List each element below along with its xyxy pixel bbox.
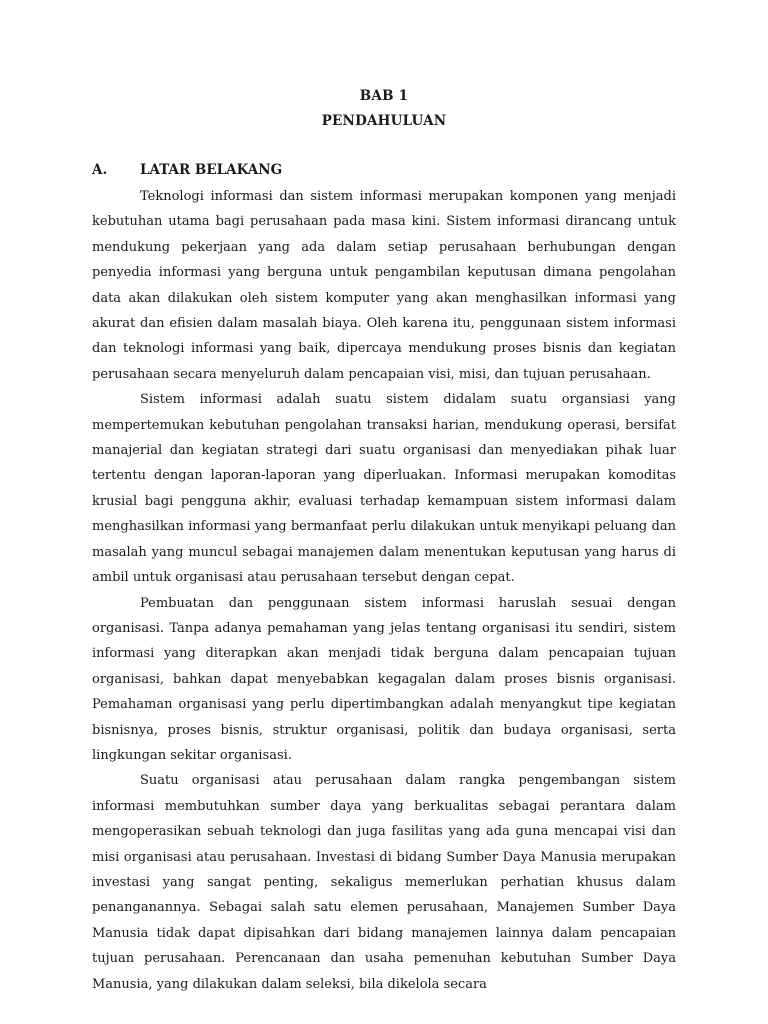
section-title: LATAR BELAKANG — [140, 162, 283, 178]
chapter-number: BAB 1 — [359, 88, 409, 104]
section-letter: A. — [92, 162, 108, 178]
document-body — [92, 184, 676, 997]
paragraph-1: Teknologi informasi dan sistem informasi merupakan komponen yang menjadi kebutuhan utama bagi perusahaan pada masa kini. Sistem informasi dirancang untuk mendukung pekerjaan yang ada dalam setiap perusahaan berhubungan dengan penyedia informasi yang berguna untuk pengambilan keputusan dimana pengolahan data akan dilakukan oleh sistem komputer yang akan menghasilkan informasi yang akurat dan efisien dalam masalah biaya. Oleh karena itu, penggunaan sistem informasi dan teknologi informasi yang baik, dipercaya mendukung proses bisnis dan kegiatan perusahaan secara menyeluruh dalam pencapaian visi, misi, dan tujuan perusahaan. — [92, 189, 676, 382]
section-heading — [92, 162, 676, 178]
paragraph-2: Sistem informasi adalah suatu sistem didalam suatu organsiasi yang mempertemukan kebutuhan pengolahan transaksi harian, mendukung operasi, bersifat manajerial dan kegiatan strategi dari suatu organisasi dan menyediakan pihak luar tertentu dengan laporan-laporan yang diperluakan. Informasi merupakan komoditas krusial bagi pengguna akhir, evaluasi terhadap kemampuan sistem informasi dalam menghasilkan informasi yang bermanfaat perlu dilakukan untuk menyikapi peluang dan masalah yang muncul sebagai manajemen dalam menentukan keputusan yang harus di ambil untuk organisasi atau perusahaan tersebut dengan cepat. — [92, 392, 676, 586]
paragraph-3: Pembuatan dan penggunaan sistem informasi haruslah sesuai dengan organisasi. Tanpa adanya pemahaman yang jelas tentang organisasi itu sendiri, sistem informasi yang diterapkan akan menjadi tidak berguna dalam pencapaian tujuan organisasi, bahkan dapat menyebabkan kegagalan dalam proses bisnis organisasi. Pemahaman organisasi yang perlu dipertimbangkan adalah menyangkut tipe kegiatan bisnisnya, proses bisnis, struktur organisasi, politik dan budaya organisasi, serta lingkungan sekitar organisasi. — [92, 595, 676, 763]
paragraph-4: Suatu organisasi atau perusahaan dalam rangka pengembangan sistem informasi membutuhkan sumber daya yang berkualitas sebagai perantara dalam mengoperasikan sebuah teknologi dan juga fasilitas yang ada guna mencapai visi dan misi organisasi atau perusahaan. Investasi di bidang Sumber Daya Manusia merupakan investasi yang sangat penting, sekaligus memerlukan perhatian khusus dalam penanganannya. Sebagai salah satu elemen perusahaan, Manajemen Sumber Daya Manusia tidak dapat dipisahkan dari bidang manajemen lainnya dalam pencapaian tujuan perusahaan. Perencanaan dan usaha pemenuhan kebutuhan Sumber Daya Manusia, yang dilakukan dalam seleksi, bila dikelola secara — [92, 773, 676, 992]
chapter-title: PENDAHULUAN — [321, 113, 447, 129]
